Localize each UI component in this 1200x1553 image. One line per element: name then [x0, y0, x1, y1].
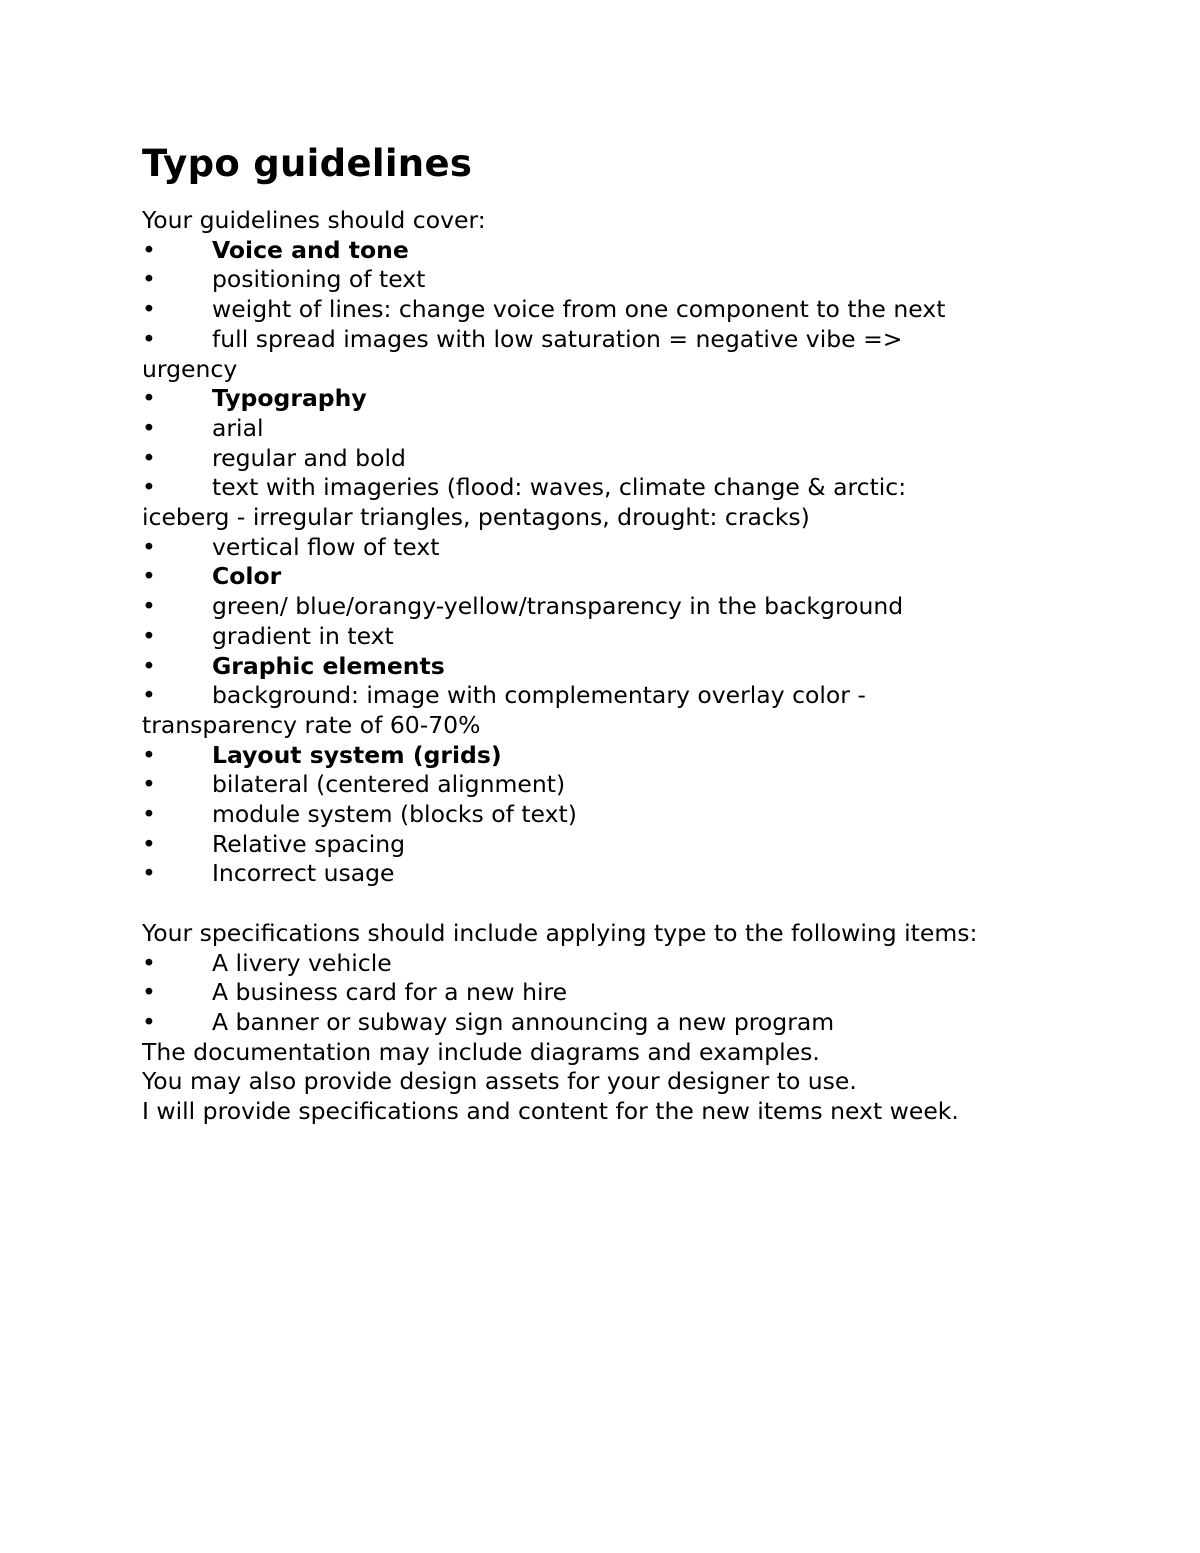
guideline-text-continuation: urgency: [142, 354, 238, 383]
specifications-list: [142, 949, 1142, 1038]
bullet-icon: •: [142, 681, 156, 710]
section-heading: Graphic elements: [212, 651, 445, 680]
guideline-text: module system (blocks of text): [212, 800, 577, 829]
bullet-icon: •: [142, 621, 156, 650]
closing-line: The documentation may include diagrams and examples.: [142, 1037, 820, 1066]
specification-text: A business card for a new hire: [212, 978, 568, 1007]
guideline-text: full spread images with low saturation = negative vibe =>: [212, 324, 903, 353]
bullet-icon: •: [142, 413, 156, 442]
guideline-list-item: [142, 325, 1142, 384]
guideline-text: positioning of text: [212, 265, 426, 294]
bullet-icon: •: [142, 473, 156, 502]
bullet-icon: •: [142, 235, 156, 264]
guideline-list-item: [142, 622, 1142, 652]
bullet-icon: •: [142, 324, 156, 353]
guidelines-list: [142, 236, 1142, 889]
document-page: [142, 138, 1142, 1127]
guideline-text: vertical flow of text: [212, 532, 440, 561]
guideline-text-continuation: iceberg - irregular triangles, pentagons, drought: cracks): [142, 503, 810, 532]
section-heading: Typography: [212, 384, 367, 413]
section-heading: Color: [212, 562, 282, 591]
closing-line: I will provide specifications and content for the new items next week.: [142, 1097, 959, 1126]
guideline-text: bilateral (centered alignment): [212, 770, 566, 799]
specification-list-item: [142, 1008, 1142, 1038]
guideline-text: Incorrect usage: [212, 859, 395, 888]
guideline-list-item: [142, 830, 1142, 860]
specification-text: A banner or subway sign announcing a new program: [212, 1007, 835, 1036]
guideline-text: background: image with complementary overlay color -: [212, 681, 866, 710]
guideline-list-item: [142, 414, 1142, 444]
bullet-icon: •: [142, 384, 156, 413]
guideline-list-item: [142, 473, 1142, 532]
bullet-icon: •: [142, 978, 156, 1007]
guideline-list-item: [142, 562, 1142, 592]
guideline-list-item: [142, 265, 1142, 295]
guideline-text: text with imageries (flood: waves, climate change & arctic:: [212, 473, 907, 502]
guideline-list-item: [142, 800, 1142, 830]
bullet-icon: •: [142, 592, 156, 621]
guideline-text: weight of lines: change voice from one component to the next: [212, 295, 946, 324]
bullet-icon: •: [142, 948, 156, 977]
bullet-icon: •: [142, 859, 156, 888]
guideline-list-item: [142, 592, 1142, 622]
bullet-icon: •: [142, 443, 156, 472]
paragraph-spacer: [142, 889, 1142, 919]
guideline-text: regular and bold: [212, 443, 406, 472]
closing-line: You may also provide design assets for your designer to use.: [142, 1067, 857, 1096]
guideline-list-item: [142, 770, 1142, 800]
guideline-list-item: [142, 741, 1142, 771]
bullet-icon: •: [142, 265, 156, 294]
guideline-list-item: [142, 681, 1142, 740]
guideline-text-continuation: transparency rate of 60-70%: [142, 710, 481, 739]
specification-list-item: [142, 978, 1142, 1008]
guideline-list-item: [142, 295, 1142, 325]
guideline-text: green/ blue/orangy-yellow/transparency in the background: [212, 592, 904, 621]
bullet-icon: •: [142, 829, 156, 858]
guideline-text: gradient in text: [212, 621, 394, 650]
guideline-text: arial: [212, 413, 264, 442]
guidelines-intro: Your guidelines should cover:: [142, 206, 486, 234]
bullet-icon: •: [142, 651, 156, 680]
bullet-icon: •: [142, 800, 156, 829]
guideline-list-item: [142, 859, 1142, 889]
bullet-icon: •: [142, 770, 156, 799]
section-heading: Voice and tone: [212, 235, 409, 264]
guideline-list-item: [142, 533, 1142, 563]
document-title: Typo guidelines: [142, 142, 473, 185]
specifications-intro: Your specifications should include applying type to the following items:: [142, 918, 978, 947]
closing-paragraph: [142, 1038, 1142, 1127]
guideline-text: Relative spacing: [212, 829, 406, 858]
bullet-icon: •: [142, 740, 156, 769]
guideline-list-item: [142, 384, 1142, 414]
guideline-list-item: [142, 652, 1142, 682]
bullet-icon: •: [142, 1007, 156, 1036]
bullet-icon: •: [142, 532, 156, 561]
specification-text: A livery vehicle: [212, 948, 392, 977]
guideline-list-item: [142, 444, 1142, 474]
section-heading: Layout system (grids): [212, 740, 502, 769]
bullet-icon: •: [142, 295, 156, 324]
bullet-icon: •: [142, 562, 156, 591]
guideline-list-item: [142, 236, 1142, 266]
specification-list-item: [142, 949, 1142, 979]
